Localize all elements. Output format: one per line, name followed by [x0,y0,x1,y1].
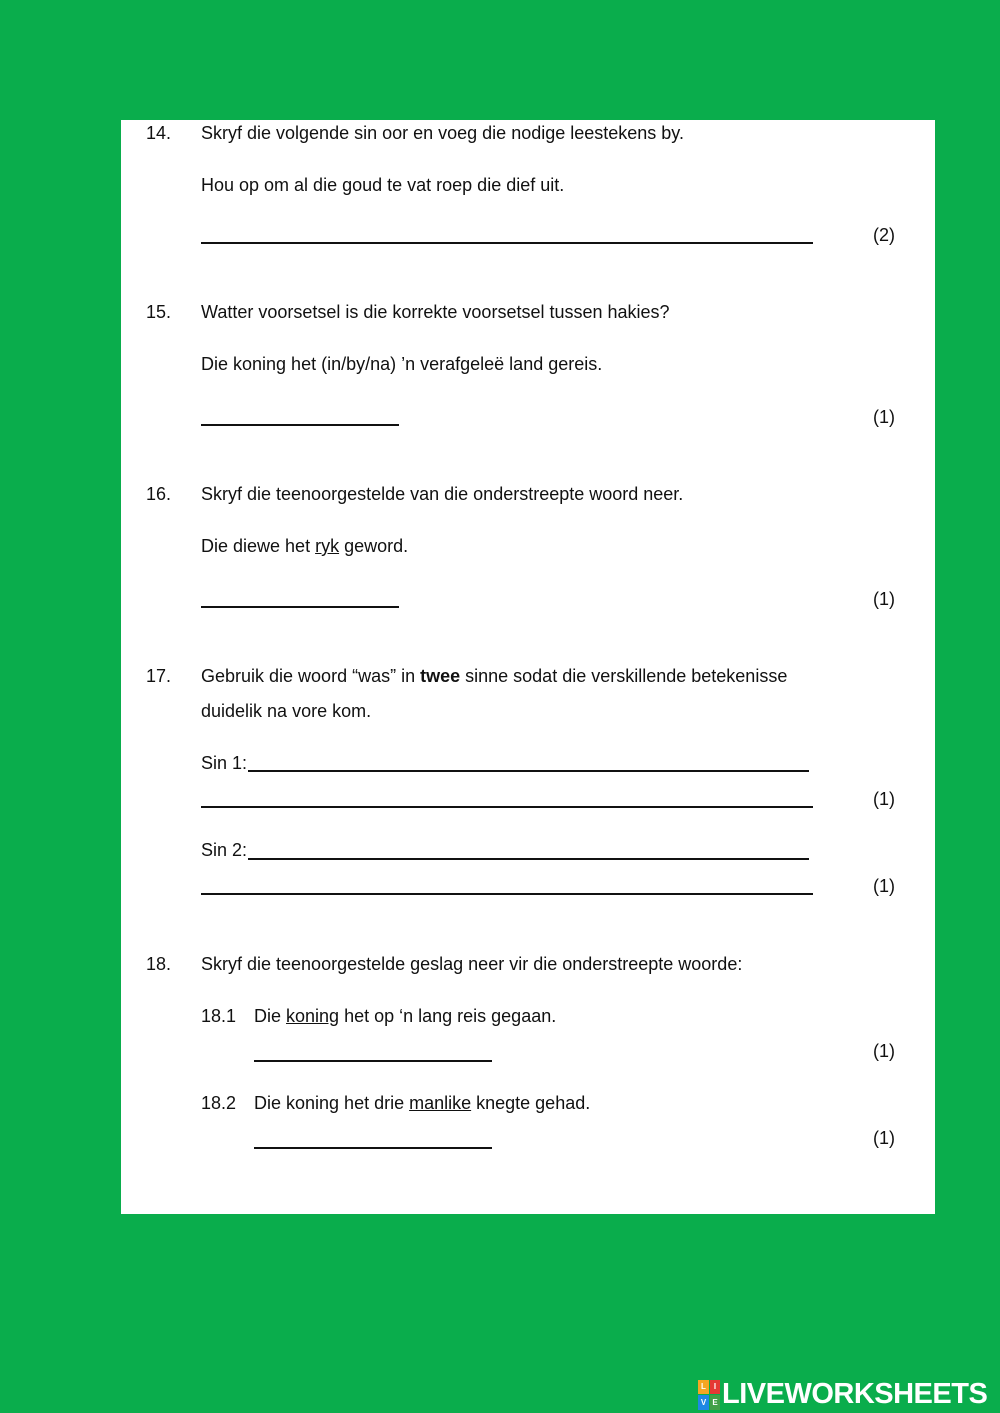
question-18-2-sentence [254,1092,590,1114]
question-17-sin1-input[interactable] [249,750,809,770]
question-15-prompt: Watter voorsetsel is die korrekte voorsetsel tussen hakies? [201,302,670,322]
question-17-sin2-label: Sin 2: [201,840,248,860]
question-17-sin2-input[interactable] [249,838,809,858]
question-14-marks: (2) [873,225,895,245]
question-18-2-marks: (1) [873,1128,895,1148]
question-18-2-answer-input[interactable] [254,1125,492,1147]
question-16-number: 16. [146,484,172,504]
question-18-1-marks: (1) [873,1041,895,1061]
question-16-marks: (1) [873,589,895,609]
question-15-answer-input[interactable] [201,402,399,424]
question-18-1-number: 18.1 [201,1006,237,1026]
question-14-answer-line [201,242,813,244]
question-14-sentence: Hou op om al die goud te vat roep die dief uit. [201,175,565,195]
question-18-2-sentence-start: Die koning het drie [254,1093,410,1113]
logo-letter-e: E [710,1395,721,1410]
question-17-bold-word: twee [420,666,461,686]
question-16-prompt: Skryf die teenoorgestelde van die onderstreepte woord neer. [201,484,684,504]
question-16-underlined-word: ryk [315,536,340,556]
question-15-sentence: Die koning het (in/by/na) ’n verafgeleë land gereis. [201,354,603,374]
question-17-marks-1: (1) [873,789,895,809]
logo-letter-l: L [698,1380,709,1395]
question-17-marks-2: (1) [873,876,895,896]
question-17-sin2-line [248,858,809,860]
question-18-2-underlined-word: manlike [409,1093,472,1113]
question-18-1-underlined-word: koning [286,1006,340,1026]
question-18-prompt: Skryf die teenoorgestelde geslag neer vir die onderstreepte woorde: [201,954,743,974]
question-18-number: 18. [146,954,172,974]
question-17-sin1-line [248,770,809,772]
question-18-1-answer-line [254,1060,492,1062]
question-17-number: 17. [146,666,172,686]
question-14-prompt: Skryf die volgende sin oor en voeg die nodige leestekens by. [201,123,684,143]
question-18-1-sentence [254,1005,556,1027]
question-17-prompt-end: sinne sodat die verskillende betekenisse [460,666,788,686]
question-17-prompt [201,665,787,687]
question-18-1-sentence-start: Die [254,1006,287,1026]
question-15-number: 15. [146,302,172,322]
logo-letter-i: I [710,1380,721,1395]
question-16-sentence [201,535,408,557]
question-16-answer-line [201,606,399,608]
question-14-answer-input[interactable] [201,220,813,242]
question-18-2-number: 18.2 [201,1093,237,1113]
question-18-2-sentence-end: knegte gehad. [471,1093,591,1113]
question-18-1-answer-input[interactable] [254,1038,492,1060]
worksheet-page [121,120,935,1214]
question-17-prompt-line2: duidelik na vore kom. [201,701,372,721]
question-16-sentence-start: Die diewe het [201,536,316,556]
liveworksheets-brand[interactable] [698,1378,987,1411]
liveworksheets-wordmark: LIVEWORKSHEETS [722,1378,988,1410]
question-17-prompt-start: Gebruik die woord “was” in [201,666,421,686]
question-17-sin2-continued-input[interactable] [201,873,813,893]
logo-letter-v: V [698,1395,709,1410]
question-15-answer-line [201,424,399,426]
question-17-sin1-label: Sin 1: [201,753,248,773]
question-17-sin1-continued-line [201,806,813,808]
question-15-marks: (1) [873,407,895,427]
liveworksheets-logo-icon [698,1380,720,1410]
question-18-2-answer-line [254,1147,492,1149]
question-18-1-sentence-end: het op ‘n lang reis gegaan. [339,1006,557,1026]
question-17-sin1-continued-input[interactable] [201,786,813,806]
question-16-answer-input[interactable] [201,584,399,606]
question-14-number: 14. [146,123,172,143]
question-16-sentence-end: geword. [339,536,409,556]
question-17-sin2-continued-line [201,893,813,895]
